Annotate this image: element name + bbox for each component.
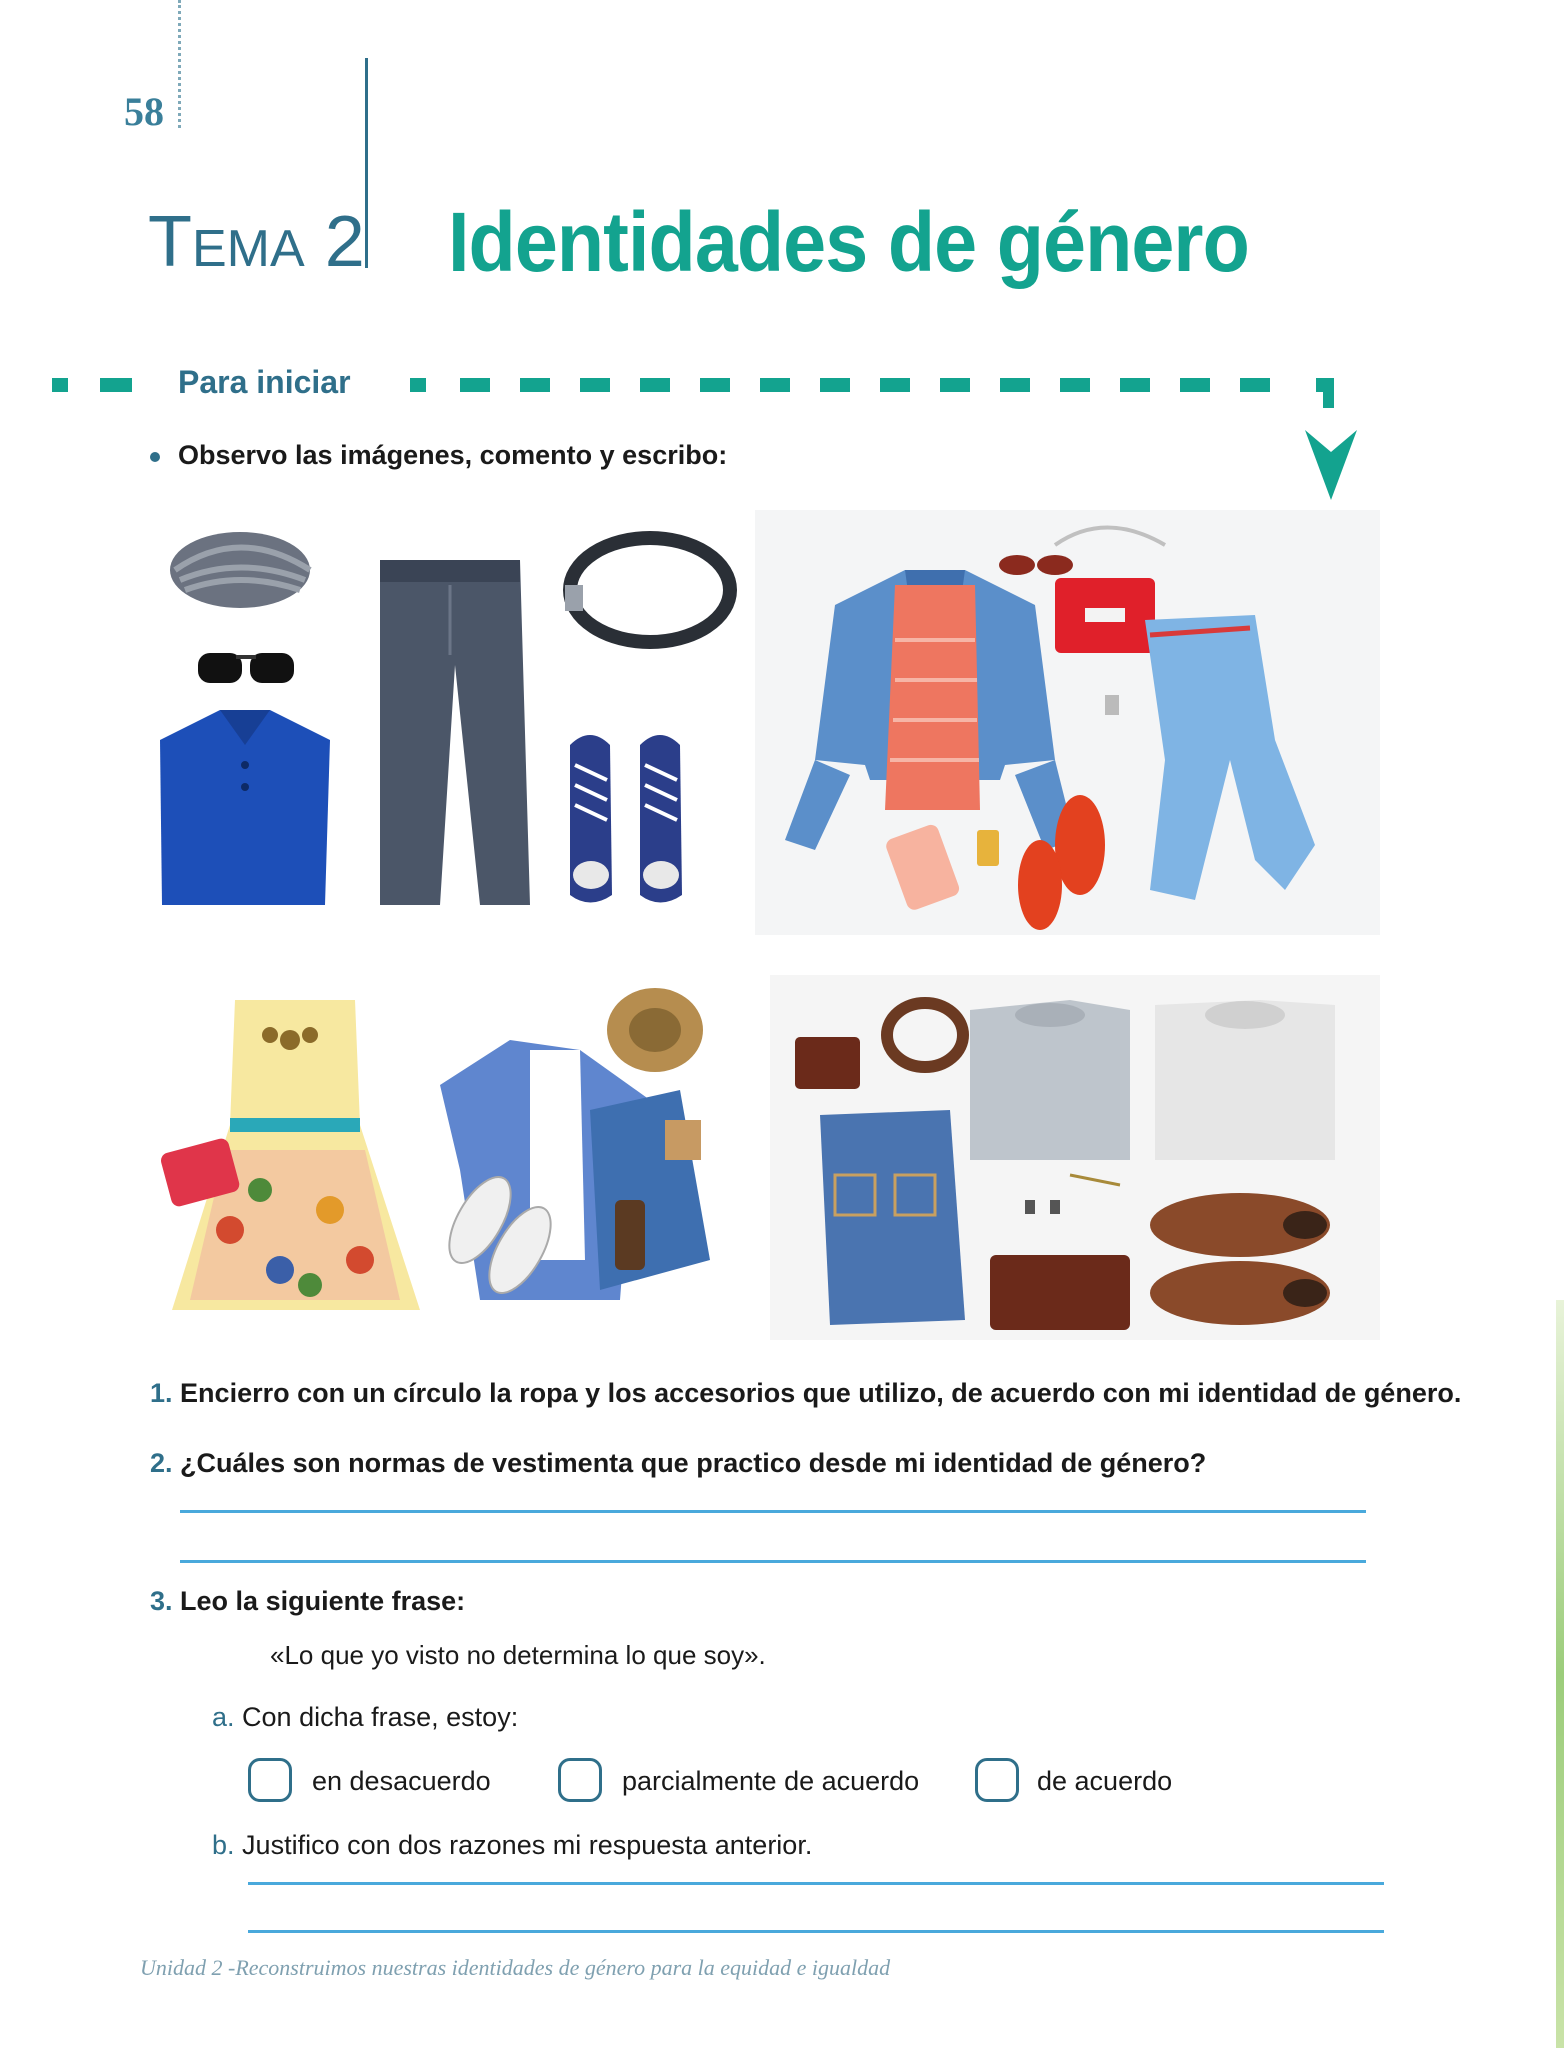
option-parcialmente: parcialmente de acuerdo (622, 1766, 920, 1796)
tema-label (148, 202, 365, 282)
section-dash-line (410, 378, 1340, 392)
quote: «Lo que yo visto no determina lo que soy». (270, 1640, 766, 1670)
question-2 (150, 1448, 1206, 1479)
option-desacuerdo: en desacuerdo (312, 1766, 491, 1796)
instruction (150, 440, 727, 471)
image-dress-outfit (160, 980, 745, 1330)
page-number: 58 (124, 89, 164, 134)
option-de-acuerdo: de acuerdo (1037, 1766, 1173, 1796)
question-3 (150, 1586, 465, 1617)
outfit-dress-and-shirt-icon (160, 980, 745, 1330)
instruction-text: Observo las imágenes, comento y escribo: (178, 440, 728, 470)
header-divider (365, 58, 368, 268)
question-3-number: 3. (150, 1586, 173, 1616)
image-denim-outfit (755, 510, 1380, 935)
bullet-icon (150, 452, 160, 462)
section-label: Para iniciar (178, 364, 351, 400)
page-edge-strip (1556, 1300, 1564, 2048)
answer-line-q2-1[interactable] (180, 1510, 1366, 1513)
checkbox-parcialmente[interactable] (558, 1758, 602, 1802)
checkbox-de-acuerdo[interactable] (975, 1758, 1019, 1802)
section-dash (52, 378, 68, 392)
image-sweaters-outfit (770, 975, 1380, 1340)
sub-question-b-text: Justifico con dos razones mi respuesta anterior. (242, 1830, 813, 1860)
question-1-number: 1. (150, 1378, 173, 1408)
sub-question-b (212, 1830, 812, 1861)
tema-first-letter: T (148, 202, 192, 282)
question-3-text: Leo la siguiente frase: (180, 1586, 466, 1616)
page-margin-dots (178, 0, 181, 128)
sub-question-b-number: b. (212, 1830, 235, 1860)
outfit-denim-jacket-icon (755, 510, 1380, 935)
answer-line-3b-2[interactable] (248, 1930, 1384, 1933)
tema-number: 2 (324, 202, 365, 282)
sub-question-a (212, 1702, 518, 1733)
image-male-outfit (150, 525, 740, 920)
question-2-number: 2. (150, 1448, 173, 1478)
footer: Unidad 2 -Reconstruimos nuestras identidades de género para la equidad e igualdad (140, 1955, 891, 1980)
outfit-sweaters-and-shoes-icon (770, 975, 1380, 1340)
sub-question-a-number: a. (212, 1702, 235, 1732)
answer-line-q2-2[interactable] (180, 1560, 1366, 1563)
page-title: Identidades de género (448, 195, 1249, 289)
question-1 (150, 1378, 1461, 1409)
section-dash (100, 378, 132, 392)
tema-rest: EMA (191, 220, 305, 278)
outfit-male-casual-icon (150, 525, 740, 920)
checkbox-desacuerdo[interactable] (248, 1758, 292, 1802)
question-1-text: Encierro con un círculo la ropa y los accesorios que utilizo, de acuerdo con mi identidad de género. (180, 1378, 1462, 1408)
sub-question-a-text: Con dicha frase, estoy: (242, 1702, 519, 1732)
question-2-text: ¿Cuáles son normas de vestimenta que practico desde mi identidad de género? (180, 1448, 1207, 1478)
answer-line-3b-1[interactable] (248, 1882, 1384, 1885)
down-arrow-icon (1305, 430, 1357, 505)
dashed-rule-icon (410, 378, 1340, 408)
